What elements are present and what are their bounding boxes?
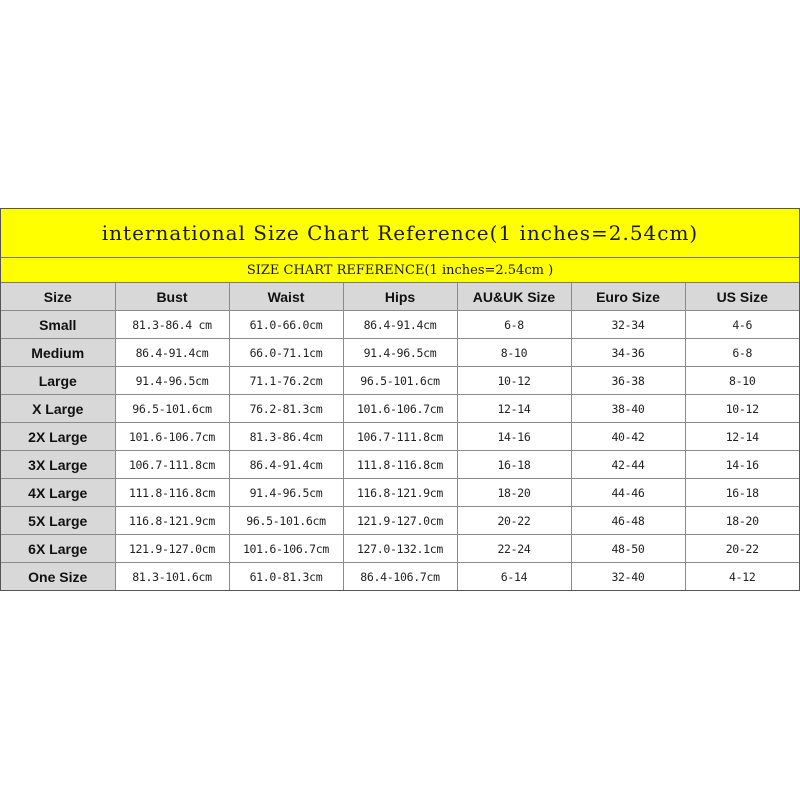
cell-waist: 86.4-91.4cm [229,451,343,479]
size-label: 6X Large [1,535,115,563]
cell-hips: 116.8-121.9cm [343,479,457,507]
cell-au-uk-size: 10-12 [457,367,571,395]
cell-bust: 106.7-111.8cm [115,451,229,479]
cell-waist: 91.4-96.5cm [229,479,343,507]
cell-waist: 66.0-71.1cm [229,339,343,367]
size-label: 4X Large [1,479,115,507]
cell-bust: 81.3-86.4 cm [115,311,229,339]
cell-us-size: 4-12 [685,563,799,591]
cell-hips: 86.4-106.7cm [343,563,457,591]
size-label: 2X Large [1,423,115,451]
table-row [1,507,799,535]
header-row [1,283,799,311]
cell-waist: 71.1-76.2cm [229,367,343,395]
cell-au-uk-size: 16-18 [457,451,571,479]
cell-euro-size: 32-40 [571,563,685,591]
cell-waist: 61.0-66.0cm [229,311,343,339]
size-label: 3X Large [1,451,115,479]
size-table [1,283,799,590]
cell-us-size: 14-16 [685,451,799,479]
table-row [1,311,799,339]
cell-waist: 76.2-81.3cm [229,395,343,423]
cell-euro-size: 46-48 [571,507,685,535]
size-label: One Size [1,563,115,591]
cell-us-size: 16-18 [685,479,799,507]
size-label: Medium [1,339,115,367]
cell-hips: 101.6-106.7cm [343,395,457,423]
table-row [1,367,799,395]
header-hips: Hips [343,283,457,311]
cell-au-uk-size: 6-8 [457,311,571,339]
cell-bust: 86.4-91.4cm [115,339,229,367]
table-row [1,479,799,507]
cell-us-size: 10-12 [685,395,799,423]
header-size: Size [1,283,115,311]
cell-bust: 116.8-121.9cm [115,507,229,535]
cell-au-uk-size: 6-14 [457,563,571,591]
cell-au-uk-size: 14-16 [457,423,571,451]
cell-us-size: 20-22 [685,535,799,563]
table-row [1,451,799,479]
cell-bust: 111.8-116.8cm [115,479,229,507]
cell-bust: 101.6-106.7cm [115,423,229,451]
cell-bust: 91.4-96.5cm [115,367,229,395]
cell-bust: 121.9-127.0cm [115,535,229,563]
cell-euro-size: 32-34 [571,311,685,339]
cell-euro-size: 48-50 [571,535,685,563]
cell-us-size: 6-8 [685,339,799,367]
cell-hips: 91.4-96.5cm [343,339,457,367]
table-row [1,423,799,451]
cell-waist: 81.3-86.4cm [229,423,343,451]
cell-bust: 81.3-101.6cm [115,563,229,591]
cell-us-size: 4-6 [685,311,799,339]
cell-euro-size: 42-44 [571,451,685,479]
chart-subtitle: SIZE CHART REFERENCE(1 inches=2.54cm ) [1,258,799,283]
cell-euro-size: 40-42 [571,423,685,451]
size-label: X Large [1,395,115,423]
cell-euro-size: 44-46 [571,479,685,507]
cell-us-size: 18-20 [685,507,799,535]
cell-hips: 96.5-101.6cm [343,367,457,395]
cell-au-uk-size: 12-14 [457,395,571,423]
cell-hips: 86.4-91.4cm [343,311,457,339]
cell-us-size: 12-14 [685,423,799,451]
cell-au-uk-size: 22-24 [457,535,571,563]
size-label: 5X Large [1,507,115,535]
table-row [1,395,799,423]
size-label: Small [1,311,115,339]
cell-bust: 96.5-101.6cm [115,395,229,423]
cell-waist: 101.6-106.7cm [229,535,343,563]
cell-euro-size: 34-36 [571,339,685,367]
cell-hips: 127.0-132.1cm [343,535,457,563]
header-euro-size: Euro Size [571,283,685,311]
cell-au-uk-size: 8-10 [457,339,571,367]
cell-waist: 96.5-101.6cm [229,507,343,535]
size-label: Large [1,367,115,395]
cell-hips: 106.7-111.8cm [343,423,457,451]
header-bust: Bust [115,283,229,311]
cell-hips: 121.9-127.0cm [343,507,457,535]
cell-waist: 61.0-81.3cm [229,563,343,591]
cell-euro-size: 38-40 [571,395,685,423]
table-row [1,339,799,367]
header-waist: Waist [229,283,343,311]
header-us-size: US Size [685,283,799,311]
size-chart [0,208,800,591]
cell-us-size: 8-10 [685,367,799,395]
cell-euro-size: 36-38 [571,367,685,395]
header-au-uk-size: AU&UK Size [457,283,571,311]
cell-hips: 111.8-116.8cm [343,451,457,479]
chart-title: international Size Chart Reference(1 inches=2.54cm) [1,209,799,258]
cell-au-uk-size: 18-20 [457,479,571,507]
table-row [1,563,799,591]
table-row [1,535,799,563]
cell-au-uk-size: 20-22 [457,507,571,535]
